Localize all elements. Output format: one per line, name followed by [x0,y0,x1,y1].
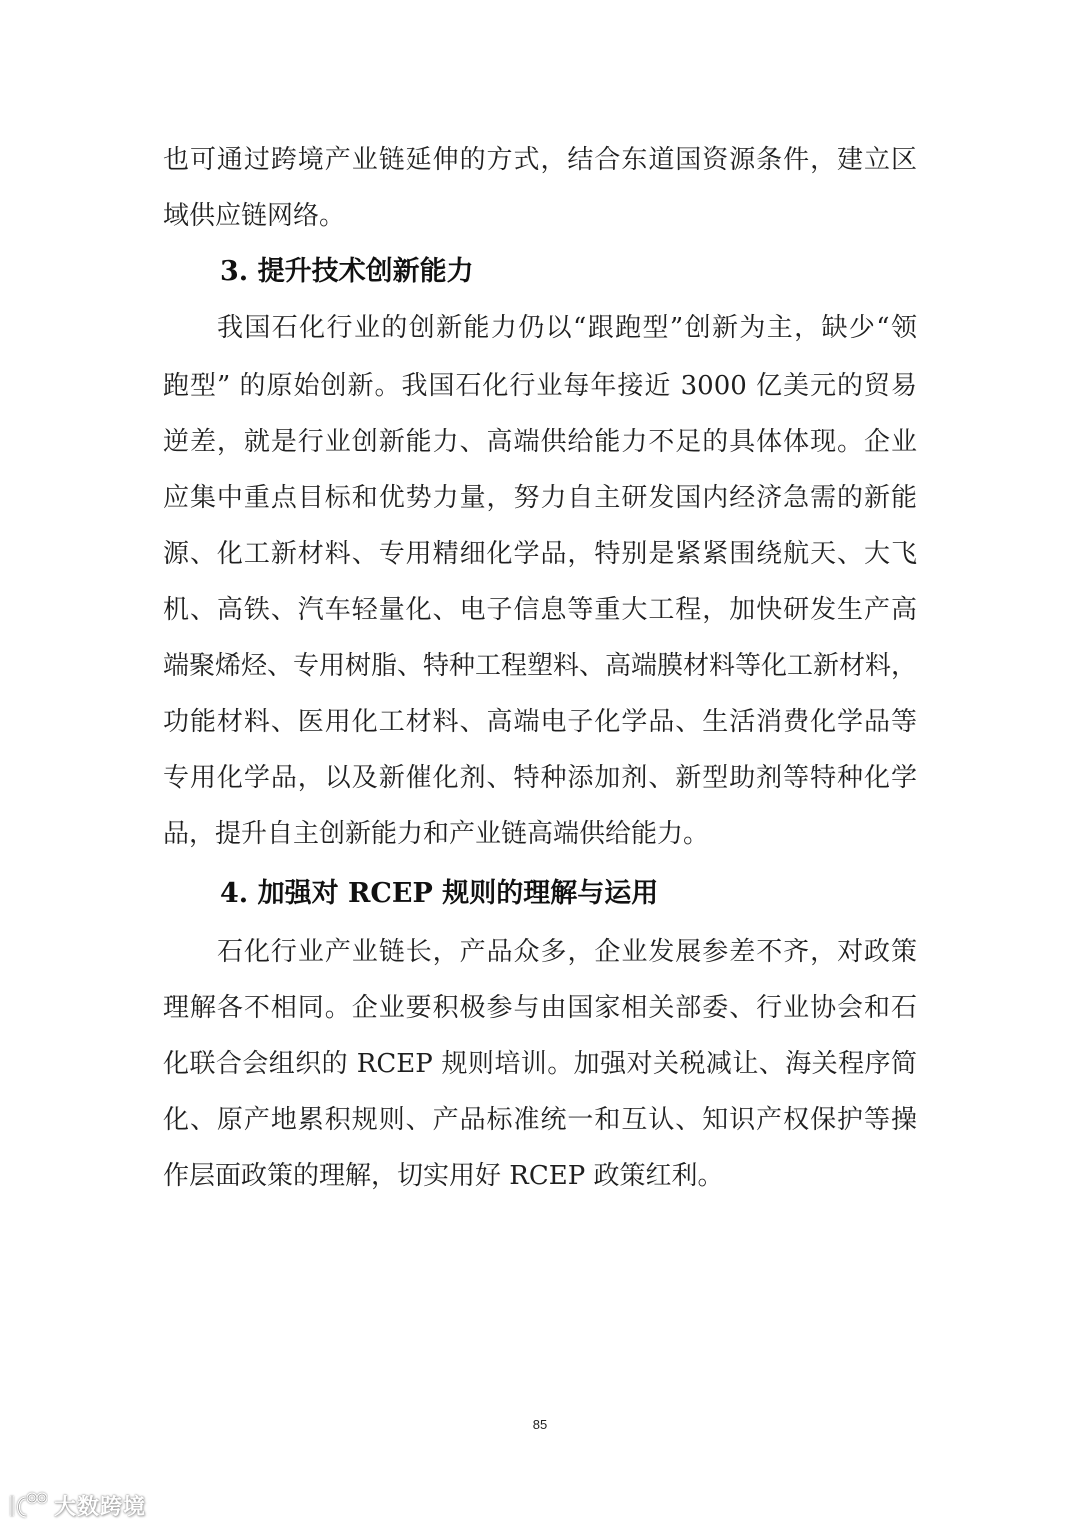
k100-logo-icon [8,1490,48,1520]
body-text-line: 作层面政策的理解，切实用好 RCEP 政策红利。 [163,1161,724,1191]
body-text-line: 石化行业产业链长，产品众多，企业发展参差不齐，对政策 [217,937,917,967]
body-text-line: 源、化工新材料、专用精细化学品，特别是紧紧围绕航天、大飞 [163,539,917,569]
body-text-line: 理解各不相同。企业要积极参与由国家相关部委、行业协会和石 [163,993,917,1023]
watermark-text: 大数跨境 [54,1494,147,1520]
body-text-line: 专用化学品，以及新催化剂、特种添加剂、新型助剂等特种化学 [163,763,917,793]
body-text-line: 品，提升自主创新能力和产业链高端供给能力。 [163,819,710,849]
watermark [8,1488,146,1522]
body-text-line: 化、原产地累积规则、产品标准统一和互认、知识产权保护等操 [163,1105,917,1135]
section-heading-4: 4. 加强对 RCEP 规则的理解与运用 [220,878,659,909]
body-text-line: 逆差，就是行业创新能力、高端供给能力不足的具体体现。企业 [163,427,917,457]
body-text-line: 化联合会组织的 RCEP 规则培训。加强对关税减让、海关程序简 [163,1049,917,1079]
body-text-line: 机、高铁、汽车轻量化、电子信息等重大工程，加快研发生产高 [163,595,917,625]
body-text-line: 我国石化行业的创新能力仍以“跟跑型”创新为主，缺少“领 [217,313,917,343]
body-text-line: 端聚烯烃、专用树脂、特种工程塑料、高端膜材料等化工新材料， [163,651,918,681]
body-text-line: 也可通过跨境产业链延伸的方式，结合东道国资源条件，建立区 [163,145,917,175]
body-text-line: 功能材料、医用化工材料、高端电子化学品、生活消费化学品等 [163,707,917,737]
section-heading-3: 3. 提升技术创新能力 [220,256,474,287]
page-number: 85 [532,1417,548,1432]
body-text-line: 跑型” 的原始创新。我国石化行业每年接近 3000 亿美元的贸易 [163,371,917,401]
body-text-line: 域供应链网络。 [163,201,346,231]
body-text-line: 应集中重点目标和优势力量，努力自主研发国内经济急需的新能 [163,483,917,513]
